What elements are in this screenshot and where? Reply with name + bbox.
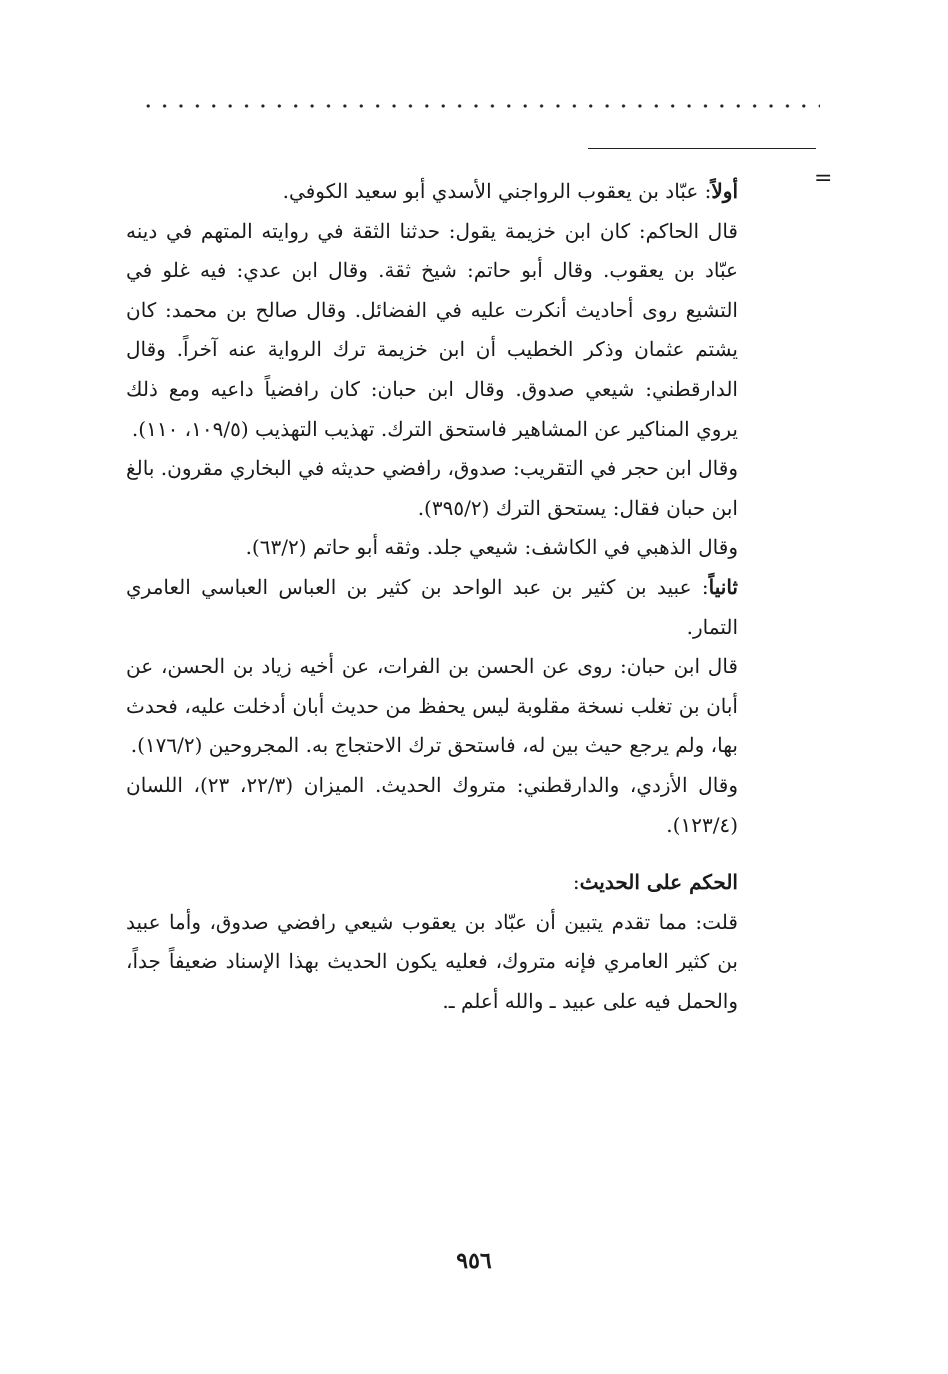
entry-text: : عبيد بن كثير بن عبد الواحد بن كثير بن العباس العباسي العامري التمار. [126,574,738,639]
entry-taqrib: وقال ابن حجر في التقريب: صدوق، رافضي حديثه في البخاري مقرون. بالغ ابن حبان فقال: يستحق الترك (٣٩٥/٢). [126,456,738,520]
entry-first-narrator [126,172,738,212]
dotted-separator [140,104,820,108]
entry-lead: أولاً [711,179,738,203]
continuation-mark: = [814,166,833,191]
entry-kashif: وقال الذهبي في الكاشف: شيعي جلد. وثقه أبو حاتم (٦٣/٢). [245,535,738,560]
entry-text: : عبّاد بن يعقوب الرواجني الأسدي أبو سعيد الكوفي. [282,179,712,203]
ruling-body: قلت: مما تقدم يتبين أن عبّاد بن يعقوب شيعي رافضي صدوق، وأما عبيد بن كثير العامري فإنه متروك، فعليه يكون الحديث بهذا الإسناد ضعيفاً جداً، والحمل فيه على عبيد ـ والله أعلم ـ. [126,909,738,1013]
entry-narrator-critique: قال الحاكم: كان ابن خزيمة يقول: حدثنا الثقة في روايته المتهم في دينه عبّاد بن يعقوب. وقال أبو حاتم: شيخ ثقة. وقال ابن عدي: فيه غلو في التشيع روى أحاديث أنكرت عليه في الفضائل. وقال صالح بن محمد: كان يشتم عثمان وذكر الخطيب أن ابن خزيمة ترك الرواية عنه آخراً. وقال الدارقطني: شيعي صدوق. وقال ابن حبان: كان رافضياً داعيه ومع ذلك يروي المناكير عن المشاهير فاستحق الترك. تهذيب التهذيب (١٠٩/٥، ١١٠). [126,218,738,441]
entry-lead: ثانياً [708,574,738,599]
entry-second-narrator [126,568,738,647]
ruling-heading-text: الحكم على الحديث [579,870,738,895]
footnote-rule [588,148,816,149]
footnote-body [126,172,738,1021]
entry-ibn-hibban: قال ابن حبان: روى عن الحسن بن الفرات، عن أخيه زياد بن الحسن، عن أبان بن تغلب نسخة مقلوبة ليس يحفظ من حديث أبان أدخلت عليه، فحدث بها، ولم يرجع حيث بين له، فاستحق ترك الاحتجاج به. المجروحين (١٧٦/٢). [126,654,738,758]
page-number: ٩٥٦ [456,1248,492,1274]
ruling-heading-colon: : [572,870,580,895]
entry-azdi: وقال الأزدي، والدارقطني: متروك الحديث. الميزان (٢٢/٣، ٢٣)، اللسان (١٢٣/٤). [126,772,739,837]
ruling-heading [126,863,738,903]
